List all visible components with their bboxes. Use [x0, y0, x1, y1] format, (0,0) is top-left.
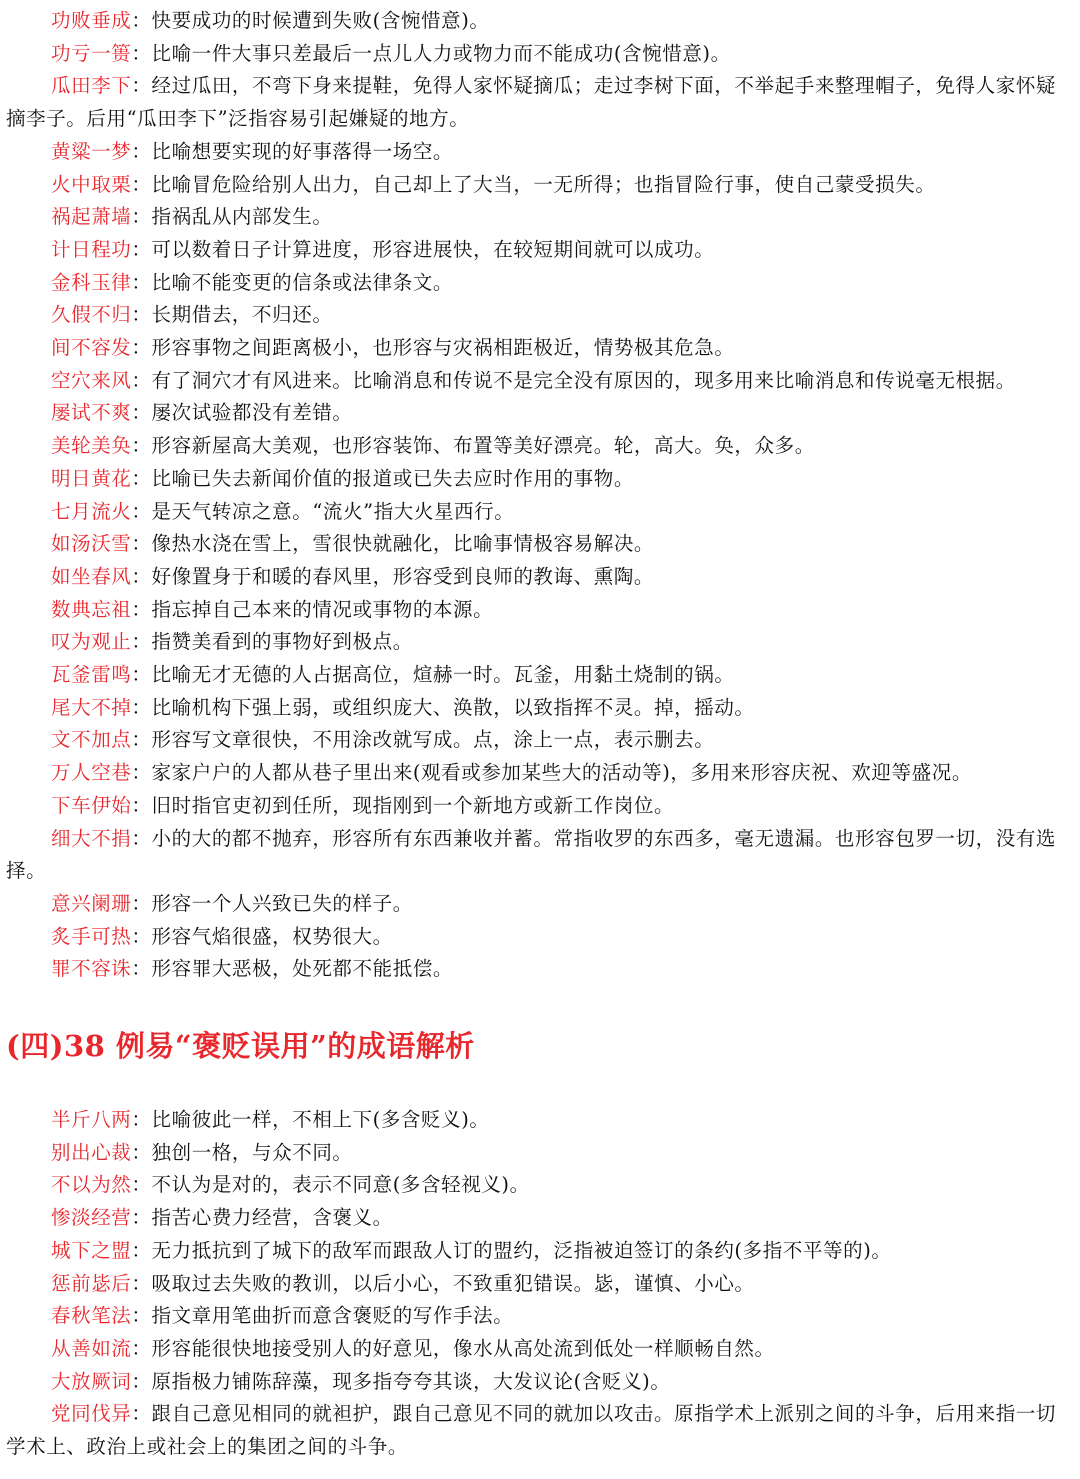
idiom-term: 空穴来风 [51, 368, 132, 392]
idiom-term: 计日程功 [51, 237, 132, 261]
idiom-definition: 跟自己意见相同的就袒护，跟自己意见不同的就加以攻击。原指学术上派别之间的斗争，后用来指一切学术上、政治上或社会上的集团之间的斗争。 [6, 1402, 1057, 1459]
term-separator: ： [131, 957, 152, 981]
idiom-entry [6, 5, 1074, 38]
term-separator: ： [131, 41, 152, 65]
idiom-entry [6, 888, 1074, 921]
idiom-term: 党同伐异 [51, 1402, 132, 1426]
idiom-definition: 指忘掉自己本来的情况或事物的本源。 [151, 597, 494, 621]
idiom-entry [6, 790, 1074, 823]
idiom-definition: 有了洞穴才有风进来。比喻消息和传说不是完全没有原因的，现多用来比喻消息和传说毫无根据。 [151, 368, 1016, 392]
term-separator: ： [131, 695, 152, 719]
section-heading: (四)38 例易“褒贬误用”的成语解析 [6, 1029, 475, 1063]
term-separator: ： [131, 1140, 152, 1164]
idiom-entry [6, 496, 1074, 529]
idiom-definition: 好像置身于和暖的春风里，形容受到良师的教诲、熏陶。 [151, 564, 655, 588]
idiom-entry [6, 561, 1074, 594]
idiom-entry [6, 1333, 1074, 1366]
idiom-term: 别出心裁 [51, 1140, 132, 1164]
term-separator: ： [131, 499, 152, 523]
term-separator: ： [131, 564, 152, 588]
idiom-entry [6, 38, 1074, 71]
idiom-entry [6, 136, 1074, 169]
idiom-definition: 形容气焰很盛，权势很大。 [151, 924, 393, 948]
idiom-term: 叹为观止 [51, 630, 132, 654]
idiom-entry [6, 659, 1074, 692]
idiom-definition: 独创一格，与众不同。 [151, 1140, 353, 1164]
idiom-definition: 可以数着日子计算进度，形容进展快，在较短期间就可以成功。 [151, 237, 715, 261]
idiom-definition: 形容一个人兴致已失的样子。 [151, 891, 413, 915]
idiom-entry [6, 365, 1074, 398]
idiom-definition: 指祸乱从内部发生。 [151, 205, 333, 229]
idiom-term: 瓜田李下 [51, 74, 132, 98]
idiom-entry [6, 594, 1074, 627]
idiom-term: 如坐春风 [51, 564, 132, 588]
idiom-definition: 小的大的都不抛弃，形容所有东西兼收并蓄。常指收罗的东西多，毫无遗漏。也形容包罗一切，没有选择。 [6, 826, 1057, 883]
idiom-definition: 指苦心费力经营，含褒义。 [151, 1206, 393, 1230]
term-separator: ： [131, 401, 152, 425]
idiom-entry [6, 724, 1074, 757]
term-separator: ： [131, 9, 152, 32]
idiom-term: 功败垂成 [51, 9, 132, 32]
term-separator: ： [131, 368, 152, 392]
idiom-definition: 比喻冒危险给别人出力，自己却上了大当，一无所得；也指冒险行事，使自己蒙受损失。 [151, 172, 936, 196]
idiom-entry [6, 463, 1074, 496]
idiom-term: 美轮美奂 [51, 434, 132, 458]
term-separator: ： [131, 630, 152, 654]
term-separator: ： [131, 1173, 152, 1197]
idiom-entry [6, 757, 1074, 790]
idiom-term: 大放厥词 [51, 1369, 132, 1393]
idiom-definition: 形容能很快地接受别人的好意见，像水从高处流到低处一样顺畅自然。 [151, 1336, 775, 1360]
idiom-entry [6, 1202, 1074, 1235]
idiom-term: 万人空巷 [51, 761, 132, 785]
idiom-entry [6, 1235, 1074, 1268]
term-separator: ： [131, 597, 152, 621]
idiom-term: 尾大不掉 [51, 695, 132, 719]
idiom-entry [6, 397, 1074, 430]
idiom-term: 惨淡经营 [51, 1206, 132, 1230]
idiom-term: 春秋笔法 [51, 1304, 132, 1328]
idiom-definition: 指文章用笔曲折而意含褒贬的写作手法。 [151, 1304, 514, 1328]
idiom-definition: 形容新屋高大美观，也形容装饰、布置等美好漂亮。轮，高大。奂，众多。 [151, 434, 815, 458]
term-separator: ： [131, 205, 152, 229]
term-separator: ： [131, 303, 152, 327]
idiom-term: 不以为然 [51, 1173, 132, 1197]
idiom-entry [6, 953, 1074, 986]
idiom-definition: 原指极力铺陈辞藻，现多指夸夸其谈，大发议论(含贬义)。 [151, 1369, 671, 1393]
idiom-definition: 屡次试验都没有差错。 [151, 401, 353, 425]
term-separator: ： [131, 1206, 152, 1230]
idiom-definition: 比喻彼此一样，不相上下(多含贬义)。 [151, 1108, 490, 1131]
idiom-entry [6, 528, 1074, 561]
term-separator: ： [131, 237, 152, 261]
idiom-term: 惩前毖后 [51, 1271, 132, 1295]
idiom-term: 数典忘祖 [51, 597, 132, 621]
term-separator: ： [131, 74, 152, 98]
idiom-definition: 指赞美看到的事物好到极点。 [151, 630, 413, 654]
term-separator: ： [131, 434, 152, 458]
idiom-definition: 像热水浇在雪上，雪很快就融化，比喻事情极容易解决。 [151, 532, 655, 556]
term-separator: ： [131, 1238, 152, 1262]
term-separator: ： [131, 793, 152, 817]
idiom-term: 炙手可热 [51, 924, 132, 948]
idiom-definition: 长期借去，不归还。 [151, 303, 333, 327]
idiom-definition: 比喻不能变更的信条或法律条文。 [151, 270, 454, 294]
term-separator: ： [131, 1108, 152, 1131]
idiom-term: 细大不捐 [51, 826, 132, 850]
idiom-entry [6, 430, 1074, 463]
idiom-entry [6, 921, 1074, 954]
idiom-definition: 吸取过去失败的教训，以后小心，不致重犯错误。毖，谨慎、小心。 [151, 1271, 755, 1295]
idiom-definition: 经过瓜田，不弯下身来提鞋，免得人家怀疑摘瓜；走过李树下面，不举起手来整理帽子，免得人家怀疑摘李子。后用“瓜田李下”泛指容易引起嫌疑的地方。 [6, 74, 1057, 131]
idiom-entry [6, 1137, 1074, 1170]
idiom-term: 火中取栗 [51, 172, 132, 196]
idiom-entry [6, 692, 1074, 725]
idiom-entry [6, 823, 1074, 888]
idiom-term: 金科玉律 [51, 270, 132, 294]
term-separator: ： [131, 336, 152, 360]
idiom-entry [6, 169, 1074, 202]
term-separator: ： [131, 728, 152, 752]
idiom-definition: 比喻机构下强上弱，或组织庞大、涣散，以致指挥不灵。掉，摇动。 [151, 695, 755, 719]
idiom-entry [6, 1104, 1074, 1137]
term-separator: ： [131, 826, 152, 850]
term-separator: ： [131, 891, 152, 915]
idiom-definition: 无力抵抗到了城下的敌军而跟敌人订的盟约，泛指被迫签订的条约(多指不平等的)。 [151, 1238, 892, 1262]
idiom-definition: 快要成功的时候遭到失败(含惋惜意)。 [151, 9, 490, 32]
term-separator: ： [131, 532, 152, 556]
idiom-definition: 旧时指官吏初到任所，现指刚到一个新地方或新工作岗位。 [151, 793, 675, 817]
idiom-entry [6, 299, 1074, 332]
term-separator: ： [131, 1304, 152, 1328]
idiom-term: 罪不容诛 [51, 957, 132, 981]
idiom-term: 黄粱一梦 [51, 139, 132, 163]
idiom-definition: 形容事物之间距离极小，也形容与灾祸相距极近，情势极其危急。 [151, 336, 735, 360]
idiom-definition: 形容罪大恶极，处死都不能抵偿。 [151, 957, 454, 981]
idiom-term: 间不容发 [51, 336, 132, 360]
term-separator: ： [131, 1402, 152, 1426]
idiom-term: 半斤八两 [51, 1108, 132, 1131]
term-separator: ： [131, 270, 152, 294]
idiom-entry [6, 234, 1074, 267]
idiom-entry [6, 1366, 1074, 1399]
idiom-entry [6, 70, 1074, 135]
idiom-term: 如汤沃雪 [51, 532, 132, 556]
idiom-definition: 比喻一件大事只差最后一点儿人力或物力而不能成功(含惋惜意)。 [151, 41, 731, 65]
idiom-entry [6, 1268, 1074, 1301]
idiom-definition: 是天气转凉之意。“流火”指大火星西行。 [151, 499, 515, 523]
idiom-term: 文不加点 [51, 728, 132, 752]
idiom-term: 久假不归 [51, 303, 132, 327]
idiom-term: 屡试不爽 [51, 401, 132, 425]
idiom-term: 祸起萧墙 [51, 205, 132, 229]
idiom-entry [6, 267, 1074, 300]
term-separator: ： [131, 1369, 152, 1393]
idiom-term: 城下之盟 [51, 1238, 132, 1262]
term-separator: ： [131, 139, 152, 163]
term-separator: ： [131, 1271, 152, 1295]
idiom-term: 明日黄花 [51, 466, 132, 490]
term-separator: ： [131, 466, 152, 490]
idiom-definition: 比喻想要实现的好事落得一场空。 [151, 139, 454, 163]
idiom-term: 下车伊始 [51, 793, 132, 817]
idiom-definition: 比喻已失去新闻价值的报道或已失去应时作用的事物。 [151, 466, 634, 490]
idiom-term: 意兴阑珊 [51, 891, 132, 915]
term-separator: ： [131, 924, 152, 948]
idiom-entry [6, 201, 1074, 234]
idiom-list-part2 [6, 1104, 1074, 1464]
term-separator: ： [131, 1336, 152, 1360]
idiom-entry [6, 1169, 1074, 1202]
idiom-entry [6, 1398, 1074, 1463]
idiom-definition: 比喻无才无德的人占据高位，煊赫一时。瓦釜，用黏土烧制的锅。 [151, 663, 735, 687]
idiom-term: 瓦釜雷鸣 [51, 663, 132, 687]
term-separator: ： [131, 663, 152, 687]
idiom-entry [6, 332, 1074, 365]
idiom-definition: 家家户户的人都从巷子里出来(观看或参加某些大的活动等)，多用来形容庆祝、欢迎等盛况。 [151, 761, 972, 785]
term-separator: ： [131, 172, 152, 196]
idiom-entry [6, 626, 1074, 659]
idiom-term: 七月流火 [51, 499, 132, 523]
idiom-term: 从善如流 [51, 1336, 132, 1360]
idiom-definition: 形容写文章很快，不用涂改就写成。点，涂上一点，表示删去。 [151, 728, 715, 752]
idiom-definition: 不认为是对的，表示不同意(多含轻视义)。 [151, 1173, 530, 1197]
term-separator: ： [131, 761, 152, 785]
idiom-list-part1 [6, 5, 1074, 986]
idiom-entry [6, 1300, 1074, 1333]
idiom-term: 功亏一篑 [51, 41, 132, 65]
